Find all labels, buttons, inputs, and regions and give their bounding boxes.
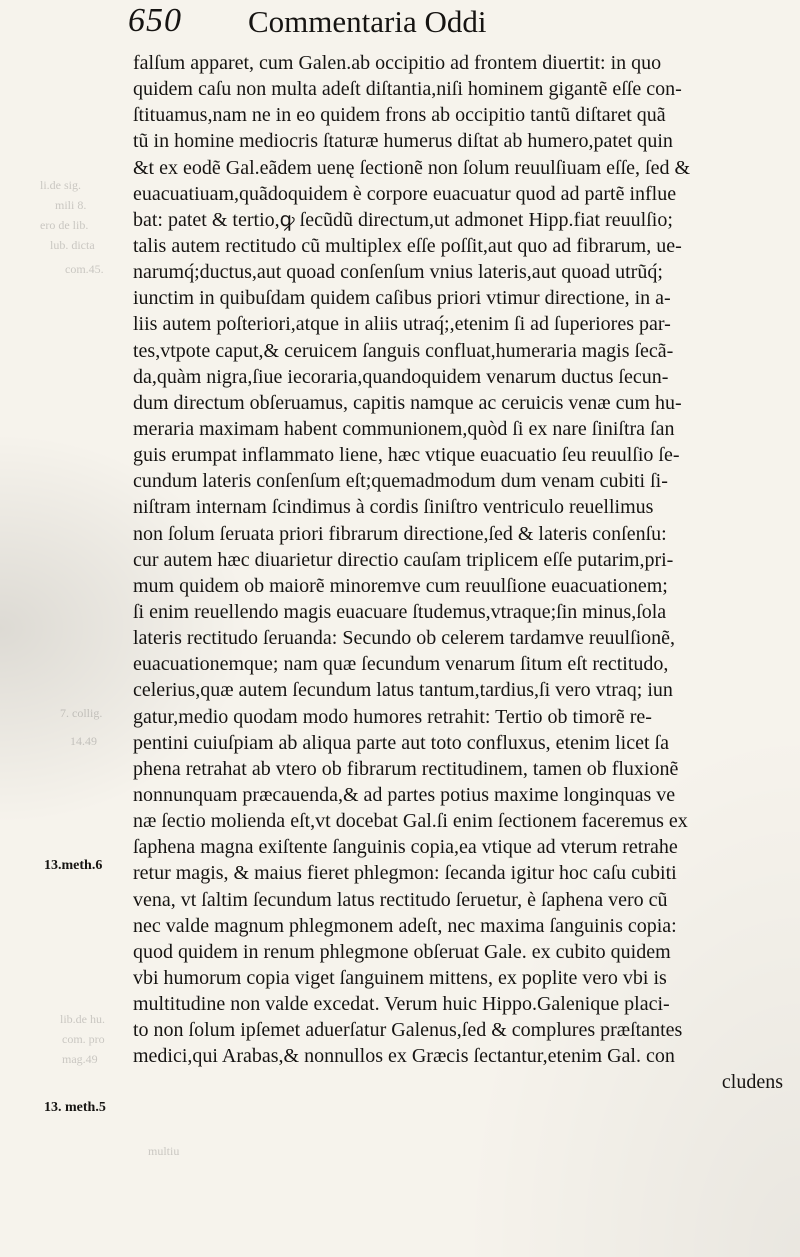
text-line: multitudine non valde excedat. Verum huic Hippo.Galenique placi- xyxy=(133,993,670,1016)
text-line: nonnunquam præcauenda,& ad partes potius maxime longinquas ve xyxy=(133,783,676,806)
text-line: tũ in homine mediocris ſtaturæ humerus diſtat ab humero,patet quin xyxy=(133,130,673,153)
text-line: cur autem hæc diuarietur directio cauſam triplicem eſſe putarim,pri- xyxy=(133,548,674,571)
main-text-block xyxy=(133,50,795,1096)
showthrough-text: mag.49 xyxy=(62,1052,98,1066)
catchword: cludens xyxy=(721,1071,783,1094)
text-line: ſtituamus,nam ne in eo quidem frons ab occipitio tantũ diſtaret quã xyxy=(133,104,666,127)
text-line: cundum lateris conſenſum eſt;quemadmodum dum venam cubiti ſi- xyxy=(133,470,668,493)
text-line: celerius,quæ autem ſecundum latus tantum,tardius,ſi vero vtraq; iun xyxy=(133,679,673,702)
showthrough-text: multiu xyxy=(148,1144,180,1158)
text-line: meraria maximam habent communionem,quòd ſi ex nare ſiniſtra ſan xyxy=(133,417,675,440)
text-line: narumq́;ductus,aut quoad conſenſum vnius lateris,aut quoad utrũq́; xyxy=(133,261,663,284)
text-line: &t ex eodẽ Gal.eãdem uenę ſectionẽ non ſolum reuulſiuam eſſe, ſed & xyxy=(133,156,691,179)
text-line: tes,vtpote caput,& ceruicem ſanguis confluat,humeraria magis ſecã- xyxy=(133,339,674,362)
text-line: næ ſectio molienda eſt,vt docebat Gal.ſi enim ſectionem faceremus ex xyxy=(133,810,688,833)
text-line: to non ſolum ipſemet aduerſatur Galenus,ſed & complures præſtantes xyxy=(133,1019,683,1042)
text-line: talis autem rectitudo cũ multiplex eſſe poſſit,aut quo ad fibrarum, ue- xyxy=(133,234,682,257)
text-line: retur magis, & maius fieret phlegmon: ſecanda igitur hoc caſu cubiti xyxy=(133,862,677,885)
text-line: medici,qui Arabas,& nonnullos ex Græcis ſectantur,etenim Gal. con xyxy=(133,1045,675,1068)
text-line: non ſolum ſeruata priori fibrarum directione,ſed & lateris conſenſu: xyxy=(133,522,667,545)
text-line: lateris rectitudo ſeruanda: Secundo ob celerem tardamve reuulſionẽ, xyxy=(133,627,676,650)
text-line: quidem caſu non multa adeſt diſtantia,niſi hominem gigantẽ eſſe con- xyxy=(133,78,682,101)
text-line: iunctim in quibuſdam quidem caſibus priori vtimur directione, in a- xyxy=(133,287,671,310)
text-line: pentini cuiuſpiam ab aliqua parte aut toto confluxus, etenim licet ſa xyxy=(133,731,669,754)
margin-note-meth-6: 13.meth.6 xyxy=(44,858,103,873)
text-line: guis erumpat inflammato liene, hæc vtique euacuatio ſeu reuulſio ſe- xyxy=(133,444,680,467)
page-header xyxy=(128,2,487,46)
showthrough-text: com.45. xyxy=(65,262,104,276)
text-line: falſum apparet, cum Galen.ab occipitio ad frontem diuertit: in quo xyxy=(133,52,662,74)
text-line: quod quidem in renum phlegmone obſeruat Gale. ex cubito quidem xyxy=(133,940,671,963)
showthrough-text: li.de sig. xyxy=(40,178,81,192)
text-line: phena retrahat ab vtero ob fibrarum rectitudinem, tamen ob fluxionẽ xyxy=(133,757,679,780)
text-line: ſi enim reuellendo magis euacuare ſtudemus,vtraque;ſin minus,ſola xyxy=(133,600,667,623)
page-number: 650 xyxy=(128,2,182,39)
text-line: gatur,medio quodam modo humores retrahit: Tertio ob timorẽ re- xyxy=(133,705,652,728)
text-line: mum quidem ob maiorẽ minoremve cum reuulſione euacuationem; xyxy=(133,574,668,597)
text-line: nec valde magnum phlegmonem adeſt, nec maxima ſanguinis copia: xyxy=(133,914,677,937)
text-line: bat: patet & tertio,ꝙ ſecũdũ directum,ut admonet Hipp.fiat reuulſio; xyxy=(133,208,673,231)
text-line: euacuationemque; nam quæ ſecundum venarum ſitum eſt rectitudo, xyxy=(133,653,669,676)
running-head: Commentaria Oddi xyxy=(248,4,487,39)
text-line: dum directum obſeruamus, capitis namque ac ceruicis venæ cum hu- xyxy=(133,391,682,414)
text-line: euacuatiuam,quãdoquidem è corpore euacuatur quod ad partẽ influe xyxy=(133,182,677,205)
text-line: da,quàm nigra,ſiue iecoraria,quandoquidem venarum ductus ſecun- xyxy=(133,365,669,388)
showthrough-text: com. pro xyxy=(62,1032,105,1046)
margin-note-meth-5: 13. meth.5 xyxy=(44,1100,106,1115)
showthrough-text: mili 8. xyxy=(55,198,87,212)
text-line: vena, vt ſaltim ſecundum latus rectitudo ſeruetur, è ſaphena vero cũ xyxy=(133,888,668,911)
text-line: niſtram internam ſcindimus à cordis ſiniſtro ventriculo reuellimus xyxy=(133,496,654,519)
showthrough-text: 7. collig. xyxy=(60,706,103,720)
showthrough-text: 14.49 xyxy=(70,734,97,748)
showthrough-text: lib.de hu. xyxy=(60,1012,105,1026)
showthrough-text: lub. dicta xyxy=(50,238,95,252)
text-line: vbi humorum copia viget ſanguinem mittens, ex poplite vero vbi is xyxy=(133,966,667,989)
text-line: ſaphena magna exiſtente ſanguinis copia,ea vtique ad vterum retrahe xyxy=(133,836,678,859)
text-line: liis autem poſteriori,atque in aliis utraq́;,etenim ſi ad ſuperiores par- xyxy=(133,313,671,336)
showthrough-text: ero de lib. xyxy=(40,218,89,232)
